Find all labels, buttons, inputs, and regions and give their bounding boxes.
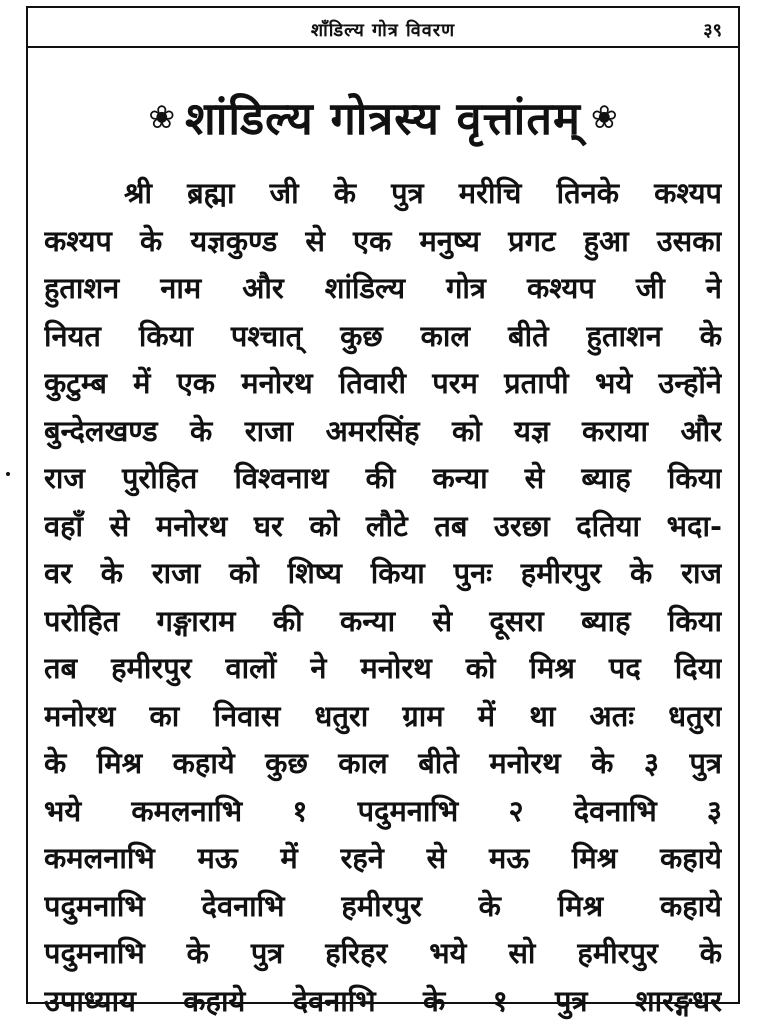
flower-ornament-right-icon: ❀ — [591, 101, 618, 133]
text-line: उपाध्याय कहाये देवनाभि के १ पुत्र शारङ्गधर — [44, 978, 722, 1025]
scan-speck — [6, 472, 10, 476]
text-line: कुटुम्ब में एक मनोरथ तिवारी परम प्रतापी भये उन्होंने — [44, 360, 722, 408]
text-line: पदुमनाभि के पुत्र हरिहर भये सो हमीरपुर के — [44, 930, 722, 978]
text-line: भये कमलनाभि १ पदुमनाभि २ देवनाभि ३ — [44, 788, 722, 836]
running-head: शाँडिल्य गोत्र विवरण — [28, 18, 738, 42]
text-line: वहाँ से मनोरथ घर को लौटे तब उरछा दतिया भदा- — [44, 503, 722, 551]
text-line: राज पुरोहित विश्वनाथ की कन्या से ब्याह किया — [44, 455, 722, 503]
text-line: श्री ब्रह्मा जी के पुत्र मरीचि तिनके कश्यप — [44, 170, 722, 218]
text-line: पदुमनाभि देवनाभि हमीरपुर के मिश्र कहाये — [44, 883, 722, 931]
chapter-title: शांडिल्य गोत्रस्य वृत्तांतम् — [185, 87, 581, 148]
text-line: के मिश्र कहाये कुछ काल बीते मनोरथ के ३ पुत्र — [44, 740, 722, 788]
page-frame — [26, 6, 740, 1004]
title-row — [28, 82, 738, 152]
text-line: बुन्देलखण्ड के राजा अमरसिंह को यज्ञ कराया और — [44, 408, 722, 456]
text-line: कश्यप के यज्ञकुण्ड से एक मनुष्य प्रगट हुआ उसका — [44, 218, 722, 266]
page-number: ३९ — [703, 18, 722, 42]
text-line: मनोरथ का निवास धतुरा ग्राम में था अतः धतुरा — [44, 693, 722, 741]
page-header — [28, 8, 738, 48]
flower-ornament-left-icon: ❀ — [148, 101, 175, 133]
text-line: कमलनाभि मऊ में रहने से मऊ मिश्र कहाये — [44, 835, 722, 883]
text-line: तब हमीरपुर वालों ने मनोरथ को मिश्र पद दिया — [44, 645, 722, 693]
text-line: हुताशन नाम और शांडिल्य गोत्र कश्यप जी ने — [44, 265, 722, 313]
body-text — [44, 170, 722, 1025]
text-line: नियत किया पश्चात् कुछ काल बीते हुताशन के — [44, 313, 722, 361]
text-line: वर के राजा को शिष्य किया पुनः हमीरपुर के राज — [44, 550, 722, 598]
text-line: परोहित गङ्गाराम की कन्या से दूसरा ब्याह किया — [44, 598, 722, 646]
